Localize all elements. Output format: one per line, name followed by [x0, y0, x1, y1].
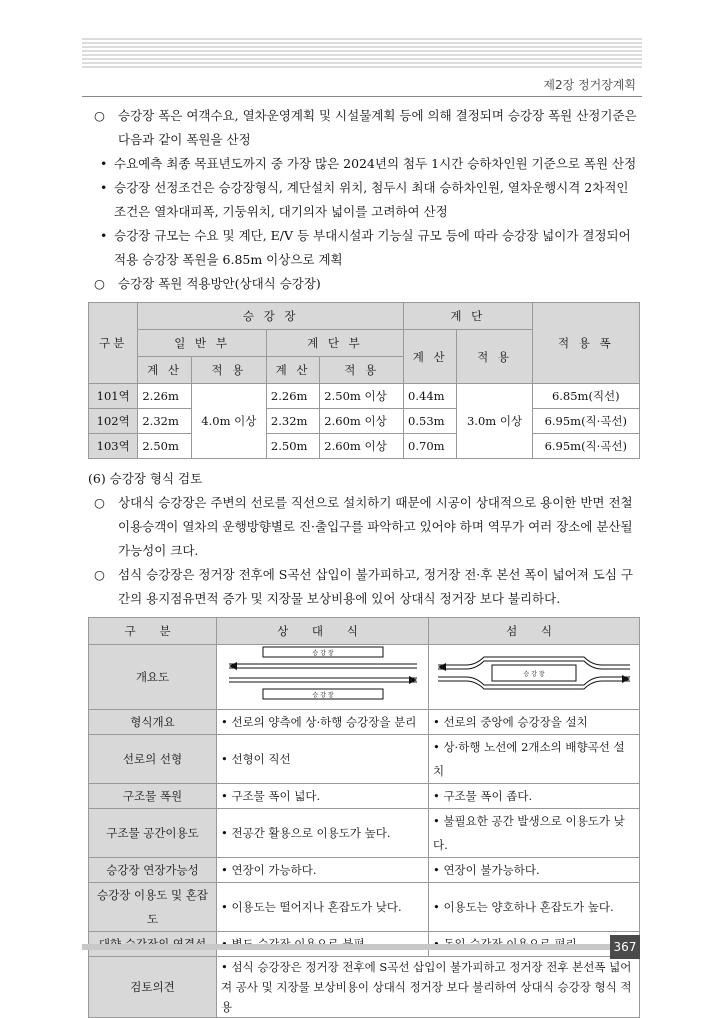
t2-side-cell: • 선로의 양측에 상·하행 승강장을 분리	[217, 710, 429, 735]
t1-cell: 2.32m	[138, 409, 191, 434]
t1-h-stair: 계 단	[404, 303, 533, 330]
t2-h-side: 상 대 식	[217, 618, 429, 645]
t2-row-label: 승강장 연장가능성	[89, 858, 217, 883]
t2-island-text: 연장이 불가능하다.	[443, 863, 540, 877]
t1-cell: 2.60m 이상	[320, 434, 404, 459]
t2-h-gubun: 구 분	[89, 618, 217, 645]
table-row	[89, 809, 640, 858]
t1-cell: 2.26m	[266, 384, 319, 409]
t1-row-name: 101역	[89, 384, 138, 409]
t2-island-cell: • 선로의 중앙에 승강장을 설치	[429, 710, 640, 735]
table-row	[89, 883, 640, 932]
side-platform-diagram	[217, 645, 429, 710]
t2-side-cell: • 전공간 활용으로 이용도가 높다.	[217, 809, 429, 858]
t2-review-label: 검토의견	[89, 957, 217, 1018]
t2-island-cell: • 구조물 폭이 좁다.	[429, 784, 640, 809]
section-para-1: ○ 상대식 승강장은 주변의 선로를 직선으로 설치하기 때문에 시공이 상대적으로 용이한 반면 전철 이용승객이 열차의 운행방향별로 진·출입구를 파악하고 있어야 하며 역무가 여러 장소에 분산될 가능성이 크다.	[88, 491, 640, 563]
table-row	[89, 957, 640, 1018]
intro-bullet-3: • 승강장 규모는 수요 및 계단, E/V 등 부대시설과 기능실 규모 등에 따라 승강장 넓이가 결정되어 적용 승강장 폭원을 6.85m 이상으로 계획	[88, 224, 640, 272]
intro-para-1: ○ 승강장 폭은 여객수요, 열차운영계획 및 시설물계획 등에 의해 결정되며 승강장 폭원 산정기준은 다음과 같이 폭원을 산정	[88, 104, 640, 152]
platform-label: 승 강 장	[523, 671, 545, 678]
page-body	[88, 104, 640, 1018]
t1-h-stair-apply: 적 용	[457, 330, 532, 384]
page-number: 367	[610, 935, 640, 959]
t1-cell: 2.60m 이상	[320, 409, 404, 434]
t2-side-text: 선로의 양측에 상·하행 승강장을 분리	[231, 715, 417, 729]
t1-general-apply: 4.0m 이상	[191, 384, 266, 459]
t1-h-stairpart: 계 단 부	[266, 330, 403, 357]
intro-bullet-2: • 승강장 선정조건은 승강장형식, 계단설치 위치, 첨두시 최대 승하차인원, 열차운행시격 2차적인 조건은 열차대피폭, 기둥위치, 대기의자 넓이를 고려하여 산정	[88, 176, 640, 224]
t1-row-name: 102역	[89, 409, 138, 434]
t2-island-text: 불필요한 공간 발생으로 이용도가 낮다.	[433, 814, 625, 852]
platform-label: 승 강 장	[311, 692, 334, 699]
t1-cell: 2.50m	[138, 434, 191, 459]
t1-h-s-calc: 계 산	[266, 357, 319, 384]
t2-island-cell: • 불필요한 공간 발생으로 이용도가 낮다.	[429, 809, 640, 858]
t1-cell: 2.32m	[266, 409, 319, 434]
t2-island-text: 구조물 폭이 좁다.	[443, 789, 533, 803]
platform-label: 승 강 장	[311, 650, 334, 657]
t1-h-gubun: 구분	[89, 303, 138, 384]
t1-cell: 0.70m	[404, 434, 457, 459]
platform-type-table	[88, 617, 640, 1018]
t2-side-cell: • 선형이 직선	[217, 735, 429, 784]
t1-cell: 6.95m(직·곡선)	[532, 409, 639, 434]
t2-island-text: 상·하행 노선에 2개소의 배향곡선 설치	[433, 740, 625, 778]
t2-diagram-label: 개요도	[89, 645, 217, 710]
t2-side-cell: • 이용도는 떨어지나 혼잡도가 낮다.	[217, 883, 429, 932]
t1-cell: 0.44m	[404, 384, 457, 409]
t2-island-cell: • 연장이 불가능하다.	[429, 858, 640, 883]
t1-h-g-apply: 적 용	[191, 357, 266, 384]
t1-cell: 6.85m(직선)	[532, 384, 639, 409]
t2-h-island: 섬 식	[429, 618, 640, 645]
t1-row-name: 103역	[89, 434, 138, 459]
t2-island-cell: • 이용도는 양호하나 혼잡도가 높다.	[429, 883, 640, 932]
t2-review-cell: • 섬식 승강장은 정거장 전후에 S곡선 삽입이 불가피하고 정거장 전후 본선폭 넓어져 공사 및 지장물 보상비용이 상대식 정거장 보다 불리하여 상대식 승강장 형식 적용	[217, 957, 640, 1018]
t1-stair-apply: 3.0m 이상	[457, 384, 532, 459]
t1-h-general: 일 반 부	[138, 330, 267, 357]
t2-side-cell: • 구조물 폭이 넓다.	[217, 784, 429, 809]
footer-bar	[82, 944, 610, 950]
t2-side-text: 선형이 직선	[231, 752, 291, 766]
t2-row-label: 구조물 폭원	[89, 784, 217, 809]
t2-side-text: 구조물 폭이 넓다.	[231, 789, 321, 803]
t2-island-text: 이용도는 양호하나 혼잡도가 높다.	[443, 900, 614, 914]
t1-h-platform: 승 강 장	[138, 303, 404, 330]
t1-cell: 2.50m 이상	[320, 384, 404, 409]
platform-width-table	[88, 302, 640, 459]
table-row	[89, 409, 640, 434]
intro-bullet-1: • 수요예측 최종 목표년도까지 중 가장 많은 2024년의 첨두 1시간 승하차인원 기준으로 폭원 산정	[88, 152, 640, 176]
t1-cell: 6.95m(직·곡선)	[532, 434, 639, 459]
t2-side-text: 전공간 활용으로 이용도가 높다.	[231, 826, 391, 840]
header-decoration	[82, 38, 642, 68]
t1-h-width: 적 용 폭	[532, 303, 639, 384]
t2-side-text: 이용도는 떨어지나 혼잡도가 낮다.	[231, 900, 402, 914]
t2-review-text: 섬식 승강장은 정거장 전후에 S곡선 삽입이 불가피하고 정거장 전후 본선폭 넓어져 공사 및 지장물 보상비용이 상대식 정거장 보다 불리하여 상대식 승강장 형식 적용	[221, 960, 632, 1014]
t2-island-text: 선로의 중앙에 승강장을 설치	[443, 715, 588, 729]
table-row	[89, 735, 640, 784]
t1-cell: 0.53m	[404, 409, 457, 434]
t2-island-cell: • 상·하행 노선에 2개소의 배향곡선 설치	[429, 735, 640, 784]
section-heading: (6) 승강장 형식 검토	[88, 471, 203, 486]
t1-h-g-calc: 계 산	[138, 357, 191, 384]
table-row	[89, 784, 640, 809]
t2-row-label: 승강장 이용도 및 혼잡도	[89, 883, 217, 932]
t2-row-label: 선로의 선형	[89, 735, 217, 784]
t1-h-s-apply: 적 용	[320, 357, 404, 384]
island-platform-diagram	[429, 645, 640, 710]
table-row	[89, 710, 640, 735]
table-row	[89, 858, 640, 883]
t2-row-label: 구조물 공간이용도	[89, 809, 217, 858]
t1-cell: 2.26m	[138, 384, 191, 409]
chapter-title: 제2장 정거장계획	[543, 78, 636, 92]
t1-h-stair-calc: 계 산	[404, 330, 457, 384]
table-row	[89, 434, 640, 459]
t2-side-text: 연장이 가능하다.	[231, 863, 317, 877]
intro-para-2: ○ 승강장 폭원 적용방안(상대식 승강장)	[88, 272, 640, 296]
t1-cell: 2.50m	[266, 434, 319, 459]
table-row	[89, 384, 640, 409]
section-para-2: ○ 섬식 승강장은 정거장 전후에 S곡선 삽입이 불가피하고, 정거장 전·후 본선 폭이 넓어져 도심 구간의 용지점유면적 증가 및 지장물 보상비용에 있어 상대식 정거장 보다 불리하다.	[88, 563, 640, 611]
header-divider	[82, 96, 642, 97]
t2-row-label: 형식개요	[89, 710, 217, 735]
t2-side-cell: • 연장이 가능하다.	[217, 858, 429, 883]
